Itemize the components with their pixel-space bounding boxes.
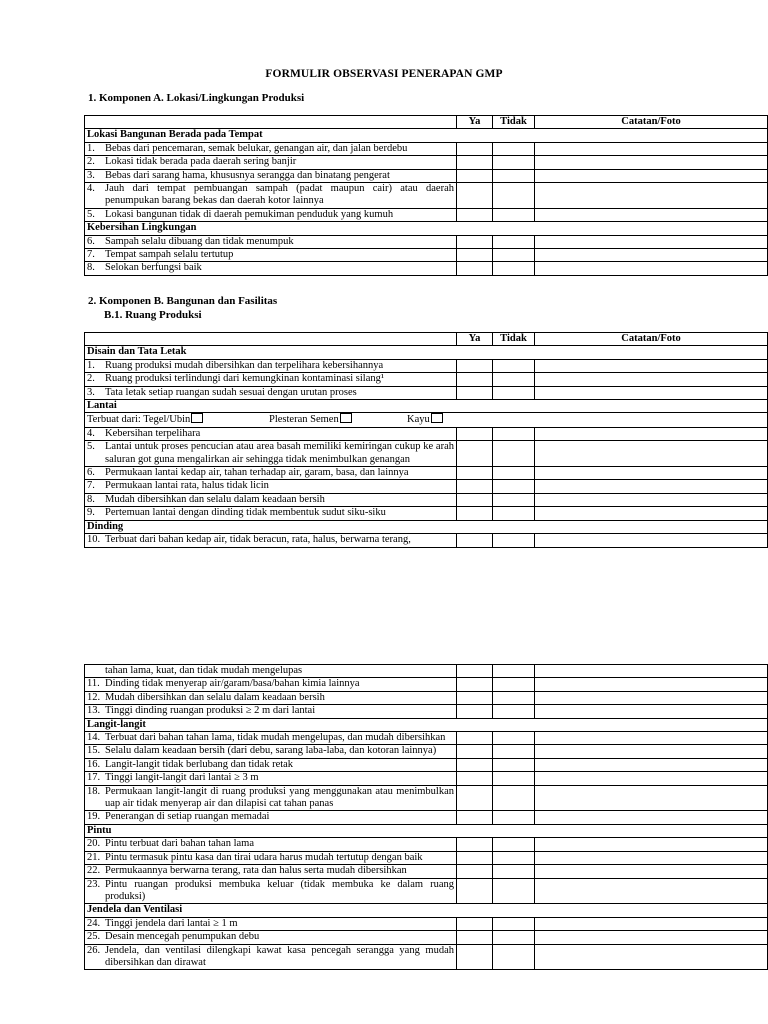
- table-row: [85, 745, 768, 758]
- option-plesteran-label: Plesteran Semen: [269, 414, 339, 426]
- item-text: Terbuat dari bahan tahan lama, tidak mudah mengelupas, dan mudah dibersihkan: [105, 732, 446, 744]
- ya-cell[interactable]: [457, 142, 493, 155]
- catatan-cell[interactable]: [535, 878, 768, 904]
- tidak-cell[interactable]: [493, 169, 535, 182]
- catatan-cell[interactable]: [535, 691, 768, 704]
- tidak-cell[interactable]: [493, 745, 535, 758]
- item-number: 17.: [87, 772, 101, 784]
- table-row: [85, 732, 768, 745]
- table-lokasi: [84, 115, 768, 276]
- item-text: Lokasi bangunan tidak di daerah pemukiman penduduk yang kumuh: [105, 208, 394, 220]
- section-label: Jendela dan Ventilasi: [85, 904, 768, 917]
- catatan-cell[interactable]: [535, 169, 768, 182]
- table-row: [85, 142, 768, 155]
- catatan-cell[interactable]: [535, 208, 768, 221]
- catatan-cell[interactable]: [535, 507, 768, 520]
- item-number: 25.: [87, 931, 101, 943]
- table-row: [85, 865, 768, 878]
- catatan-cell[interactable]: [535, 493, 768, 506]
- ya-cell[interactable]: [457, 758, 493, 771]
- item-number: 13.: [87, 705, 101, 717]
- item-cell: [85, 373, 457, 386]
- tidak-cell[interactable]: [493, 758, 535, 771]
- item-cell: [85, 878, 457, 904]
- table-row: [85, 811, 768, 824]
- ya-cell[interactable]: [457, 156, 493, 169]
- ya-cell[interactable]: [457, 865, 493, 878]
- header-blank: [85, 116, 457, 129]
- table-row: [85, 467, 768, 480]
- item-text: Mudah dibersihkan dan selalu dalam keadaan bersih: [105, 691, 325, 703]
- header-catatan: Catatan/Foto: [535, 116, 768, 129]
- item-cell: [85, 183, 457, 209]
- catatan-cell[interactable]: [535, 772, 768, 785]
- tidak-cell[interactable]: [493, 534, 535, 547]
- item-text: Langit-langit tidak berlubang dan tidak retak: [105, 758, 294, 770]
- tidak-cell[interactable]: [493, 931, 535, 944]
- item-number: 22.: [87, 865, 101, 877]
- item-cell: [85, 691, 457, 704]
- catatan-cell[interactable]: [535, 758, 768, 771]
- item-number: 6.: [87, 235, 95, 247]
- item-cell: [85, 931, 457, 944]
- catatan-cell[interactable]: [535, 705, 768, 718]
- tidak-cell[interactable]: [493, 772, 535, 785]
- item-cell: [85, 507, 457, 520]
- catatan-cell[interactable]: [535, 732, 768, 745]
- ya-cell[interactable]: [457, 169, 493, 182]
- option-tegel-label: Terbuat dari: Tegel/Ubin: [87, 414, 191, 426]
- table-row: [85, 208, 768, 221]
- table-row: [85, 183, 768, 209]
- catatan-cell[interactable]: [535, 917, 768, 930]
- catatan-cell[interactable]: [535, 865, 768, 878]
- item-text: Pintu termasuk pintu kasa dan tirai udara harus mudah tertutup dengan baik: [105, 851, 423, 863]
- tidak-cell[interactable]: [493, 878, 535, 904]
- section-label: Lokasi Bangunan Berada pada Tempat: [85, 129, 768, 142]
- checkbox-tegel[interactable]: [191, 413, 203, 423]
- ya-cell[interactable]: [457, 678, 493, 691]
- section-label: Dinding: [85, 520, 768, 533]
- catatan-cell[interactable]: [535, 665, 768, 678]
- catatan-cell[interactable]: [535, 745, 768, 758]
- tidak-cell[interactable]: [493, 785, 535, 811]
- tidak-cell[interactable]: [493, 944, 535, 970]
- tidak-cell[interactable]: [493, 156, 535, 169]
- lantai-material-row: [85, 413, 768, 427]
- ya-cell[interactable]: [457, 944, 493, 970]
- tidak-cell[interactable]: [493, 142, 535, 155]
- ya-cell[interactable]: [457, 732, 493, 745]
- checkbox-plesteran[interactable]: [340, 413, 352, 423]
- item-cell: [85, 427, 457, 440]
- table-row: [85, 235, 768, 248]
- catatan-cell[interactable]: [535, 183, 768, 209]
- item-number: 18.: [87, 785, 101, 797]
- ya-cell[interactable]: [457, 705, 493, 718]
- item-cell: [85, 493, 457, 506]
- tidak-cell[interactable]: [493, 386, 535, 399]
- table-row: [85, 359, 768, 372]
- ya-cell[interactable]: [457, 851, 493, 864]
- item-number: 14.: [87, 732, 101, 744]
- table-row: [85, 917, 768, 930]
- section-row: [85, 904, 768, 917]
- item-cell: [85, 772, 457, 785]
- item-cell: [85, 811, 457, 824]
- section-label: Langit-langit: [85, 718, 768, 731]
- table-row: [85, 156, 768, 169]
- header-tidak: Tidak: [493, 116, 535, 129]
- catatan-cell[interactable]: [535, 235, 768, 248]
- item-cell: [85, 249, 457, 262]
- item-text: Permukaan langit-langit di ruang produksi yang menggunakan atau menimbulkan uap air tidak menyerap air dan dilapisi cat tahan panas: [105, 785, 454, 810]
- item-cell: [85, 467, 457, 480]
- table-row: [85, 480, 768, 493]
- subsection-heading-b1: B.1. Ruang Produksi: [104, 309, 202, 321]
- tidak-cell[interactable]: [493, 493, 535, 506]
- tidak-cell[interactable]: [493, 467, 535, 480]
- item-text: Pintu terbuat dari bahan tahan lama: [105, 838, 254, 850]
- item-number: 8.: [87, 262, 95, 274]
- item-number: 8.: [87, 493, 95, 505]
- item-cell: [85, 441, 457, 467]
- item-number: 1.: [87, 142, 95, 154]
- tidak-cell[interactable]: [493, 183, 535, 209]
- form-title: FORMULIR OBSERVASI PENERAPAN GMP: [265, 68, 503, 80]
- section-row: [85, 400, 768, 413]
- item-text: Selalu dalam keadaan bersih (dari debu, sarang laba-laba, dan kotoran lainnya): [105, 745, 437, 757]
- tidak-cell[interactable]: [493, 917, 535, 930]
- ya-cell[interactable]: [457, 183, 493, 209]
- ya-cell[interactable]: [457, 427, 493, 440]
- item-number: 12.: [87, 691, 101, 703]
- tidak-cell[interactable]: [493, 373, 535, 386]
- item-text: Terbuat dari bahan kedap air, tidak beracun, rata, halus, berwarna terang,: [105, 534, 411, 546]
- section-row: [85, 129, 768, 142]
- item-cell: [85, 865, 457, 878]
- table-row: [85, 758, 768, 771]
- tidak-cell[interactable]: [493, 665, 535, 678]
- item-cell: [85, 732, 457, 745]
- section-label: Kebersihan Lingkungan: [85, 222, 768, 235]
- item-text: Tinggi dinding ruangan produksi ≥ 2 m dari lantai: [105, 705, 316, 717]
- table-row: [85, 665, 768, 678]
- section-row: [85, 718, 768, 731]
- ya-cell[interactable]: [457, 235, 493, 248]
- ya-cell[interactable]: [457, 467, 493, 480]
- table-row: [85, 386, 768, 399]
- item-number: 7.: [87, 249, 95, 261]
- catatan-cell[interactable]: [535, 678, 768, 691]
- item-cell: [85, 169, 457, 182]
- ya-cell[interactable]: [457, 785, 493, 811]
- item-text: Tempat sampah selalu tertutup: [105, 249, 234, 261]
- item-text: Lokasi tidak berada pada daerah sering banjir: [105, 156, 297, 168]
- catatan-cell[interactable]: [535, 359, 768, 372]
- item-number: 4.: [87, 183, 95, 195]
- item-cell: [85, 944, 457, 970]
- table-row: [85, 507, 768, 520]
- item-number: 11.: [87, 678, 100, 690]
- item-cell: [85, 851, 457, 864]
- option-kayu-label: Kayu: [407, 414, 430, 426]
- ya-cell[interactable]: [457, 441, 493, 467]
- item-text: Pertemuan lantai dengan dinding tidak membentuk sudut siku-siku: [105, 507, 386, 519]
- item-text: Selokan berfungsi baik: [105, 262, 202, 274]
- item-number: 23.: [87, 878, 101, 890]
- item-text: Ruang produksi mudah dibersihkan dan terpelihara kebersihannya: [105, 359, 384, 371]
- header-ya: Ya: [457, 116, 493, 129]
- item-cell: [85, 745, 457, 758]
- item-number: 4.: [87, 427, 95, 439]
- ya-cell[interactable]: [457, 373, 493, 386]
- item-number: 2.: [87, 373, 95, 385]
- tidak-cell[interactable]: [493, 838, 535, 851]
- item-text: Tinggi langit-langit dari lantai ≥ 3 m: [105, 772, 259, 784]
- table-row: [85, 931, 768, 944]
- tidak-cell[interactable]: [493, 441, 535, 467]
- item-text: Jauh dari tempat pembuangan sampah (padat maupun cair) atau daerah penumpukan barang bekas dan daerah kotor lainnya: [105, 183, 454, 207]
- item-text: Lantai untuk proses pencucian atau area basah memiliki kemiringan cukup ke arah saluran got guna mengalirkan air sehingga tidak menimbulkan genangan: [105, 441, 454, 465]
- item-number: 16.: [87, 758, 101, 770]
- header-tidak: Tidak: [493, 333, 535, 346]
- section-row: [85, 346, 768, 359]
- item-text: Tata letak setiap ruangan sudah sesuai dengan urutan proses: [105, 386, 357, 398]
- ya-cell[interactable]: [457, 208, 493, 221]
- item-number: 26.: [87, 944, 101, 956]
- item-text: Sampah selalu dibuang dan tidak menumpuk: [105, 235, 294, 247]
- catatan-cell[interactable]: [535, 931, 768, 944]
- table-row: [85, 838, 768, 851]
- item-cell: [85, 262, 457, 275]
- tidak-cell[interactable]: [493, 691, 535, 704]
- item-text: Mudah dibersihkan dan selalu dalam keadaan bersih: [105, 493, 325, 505]
- catatan-cell[interactable]: [535, 480, 768, 493]
- tidak-cell[interactable]: [493, 235, 535, 248]
- item-cell: [85, 386, 457, 399]
- catatan-cell[interactable]: [535, 262, 768, 275]
- item-text: Penerangan di setiap ruangan memadai: [105, 811, 270, 823]
- item-number: 19.: [87, 811, 101, 823]
- item-cell: [85, 156, 457, 169]
- ya-cell[interactable]: [457, 665, 493, 678]
- item-number: 21.: [87, 851, 101, 863]
- item-number: 1.: [87, 359, 95, 371]
- header-blank: [85, 333, 457, 346]
- ya-cell[interactable]: [457, 931, 493, 944]
- catatan-cell[interactable]: [535, 441, 768, 467]
- item-text: Ruang produksi terlindungi dari kemungkinan kontaminasi silang¹: [105, 373, 385, 385]
- table-row: [85, 944, 768, 970]
- continuation-cell: [85, 665, 457, 678]
- table-row: [85, 878, 768, 904]
- ya-cell[interactable]: [457, 878, 493, 904]
- table-row: [85, 427, 768, 440]
- section-label: Lantai: [85, 400, 768, 413]
- ya-cell[interactable]: [457, 745, 493, 758]
- item-text: Pintu ruangan produksi membuka keluar (tidak membuka ke dalam ruang produksi): [105, 878, 454, 902]
- item-number: 6.: [87, 467, 95, 479]
- catatan-cell[interactable]: [535, 534, 768, 547]
- catatan-cell[interactable]: [535, 249, 768, 262]
- table-ruang-produksi: [84, 332, 768, 548]
- catatan-cell[interactable]: [535, 838, 768, 851]
- item-text: Tinggi jendela dari lantai ≥ 1 m: [105, 917, 238, 929]
- table-row: [85, 249, 768, 262]
- item-number: 5.: [87, 208, 95, 220]
- catatan-cell[interactable]: [535, 944, 768, 970]
- section-row: [85, 824, 768, 837]
- item-text: Kebersihan terpelihara: [105, 427, 201, 439]
- tidak-cell[interactable]: [493, 249, 535, 262]
- ya-cell[interactable]: [457, 386, 493, 399]
- ya-cell[interactable]: [457, 917, 493, 930]
- table-header-row: [85, 116, 768, 129]
- catatan-cell[interactable]: [535, 373, 768, 386]
- tidak-cell[interactable]: [493, 851, 535, 864]
- item-text: Dinding tidak menyerap air/garam/basa/bahan kimia lainnya: [105, 678, 360, 690]
- table-row: [85, 262, 768, 275]
- ya-cell[interactable]: [457, 811, 493, 824]
- checkbox-kayu[interactable]: [431, 413, 443, 423]
- tidak-cell[interactable]: [493, 507, 535, 520]
- ya-cell[interactable]: [457, 838, 493, 851]
- section-label: Pintu: [85, 824, 768, 837]
- tidak-cell[interactable]: [493, 678, 535, 691]
- item-cell: [85, 359, 457, 372]
- catatan-cell[interactable]: [535, 851, 768, 864]
- tidak-cell[interactable]: [493, 208, 535, 221]
- catatan-cell[interactable]: [535, 156, 768, 169]
- catatan-cell[interactable]: [535, 467, 768, 480]
- item-cell: [85, 208, 457, 221]
- table-row: [85, 691, 768, 704]
- item-number: 3.: [87, 386, 95, 398]
- item-cell: [85, 758, 457, 771]
- item-number: 10.: [87, 534, 101, 546]
- table-row: [85, 705, 768, 718]
- section-label: Disain dan Tata Letak: [85, 346, 768, 359]
- item-cell: [85, 142, 457, 155]
- item-number: 7.: [87, 480, 95, 492]
- catatan-cell[interactable]: [535, 811, 768, 824]
- table-row: [85, 772, 768, 785]
- tidak-cell[interactable]: [493, 427, 535, 440]
- item-text: Permukaan lantai rata, halus tidak licin: [105, 480, 269, 492]
- ya-cell[interactable]: [457, 493, 493, 506]
- item-cell: [85, 917, 457, 930]
- tidak-cell[interactable]: [493, 811, 535, 824]
- item-number: 9.: [87, 507, 95, 519]
- ya-cell[interactable]: [457, 534, 493, 547]
- table-row: [85, 441, 768, 467]
- item-number: 20.: [87, 838, 101, 850]
- item-cell: [85, 534, 457, 547]
- catatan-cell[interactable]: [535, 427, 768, 440]
- ya-cell[interactable]: [457, 691, 493, 704]
- table-row: [85, 851, 768, 864]
- item-number: 2.: [87, 156, 95, 168]
- table-row: [85, 785, 768, 811]
- tidak-cell[interactable]: [493, 705, 535, 718]
- header-catatan: Catatan/Foto: [535, 333, 768, 346]
- catatan-cell[interactable]: [535, 386, 768, 399]
- item-text: Jendela, dan ventilasi dilengkapi kawat kasa pencegah serangga yang mudah dibersihkan dan dirawat: [105, 944, 454, 968]
- table-row: [85, 534, 768, 547]
- tidak-cell[interactable]: [493, 865, 535, 878]
- table-ruang-produksi-lanjutan: [84, 664, 768, 970]
- section-heading-a: 1. Komponen A. Lokasi/Lingkungan Produksi: [88, 92, 305, 104]
- ya-cell[interactable]: [457, 480, 493, 493]
- item-text: Bebas dari sarang hama, khususnya serangga dan binatang pengerat: [105, 169, 390, 181]
- catatan-cell[interactable]: [535, 785, 768, 811]
- lantai-material-cell: [85, 413, 768, 427]
- item-cell: [85, 705, 457, 718]
- section-heading-b: 2. Komponen B. Bangunan dan Fasilitas: [88, 295, 278, 307]
- section-row: [85, 222, 768, 235]
- table-row: [85, 493, 768, 506]
- item-number: 24.: [87, 917, 101, 929]
- table-header-row: [85, 333, 768, 346]
- item-text: Permukaan lantai kedap air, tahan terhadap air, garam, basa, dan lainnya: [105, 467, 409, 479]
- item-text: Desain mencegah penumpukan debu: [105, 931, 260, 943]
- table-row: [85, 678, 768, 691]
- item-number: 15.: [87, 745, 101, 757]
- tidak-cell[interactable]: [493, 480, 535, 493]
- section-row: [85, 520, 768, 533]
- item-number: 3.: [87, 169, 95, 181]
- item-cell: [85, 678, 457, 691]
- tidak-cell[interactable]: [493, 732, 535, 745]
- header-ya: Ya: [457, 333, 493, 346]
- item-number: 5.: [87, 441, 95, 453]
- ya-cell[interactable]: [457, 262, 493, 275]
- item-cell: [85, 480, 457, 493]
- item-cell: [85, 785, 457, 811]
- item-cell: [85, 838, 457, 851]
- item-text: Permukaannya berwarna terang, rata dan halus serta mudah dibersihkan: [105, 865, 407, 877]
- ya-cell[interactable]: [457, 772, 493, 785]
- ya-cell[interactable]: [457, 507, 493, 520]
- ya-cell[interactable]: [457, 249, 493, 262]
- catatan-cell[interactable]: [535, 142, 768, 155]
- tidak-cell[interactable]: [493, 262, 535, 275]
- item-cell: [85, 235, 457, 248]
- table-row: [85, 373, 768, 386]
- continuation-text: tahan lama, kuat, dan tidak mudah mengelupas: [105, 665, 303, 676]
- ya-cell[interactable]: [457, 359, 493, 372]
- table-row: [85, 169, 768, 182]
- tidak-cell[interactable]: [493, 359, 535, 372]
- item-text: Bebas dari pencemaran, semak belukar, genangan air, dan jalan berdebu: [105, 142, 408, 154]
